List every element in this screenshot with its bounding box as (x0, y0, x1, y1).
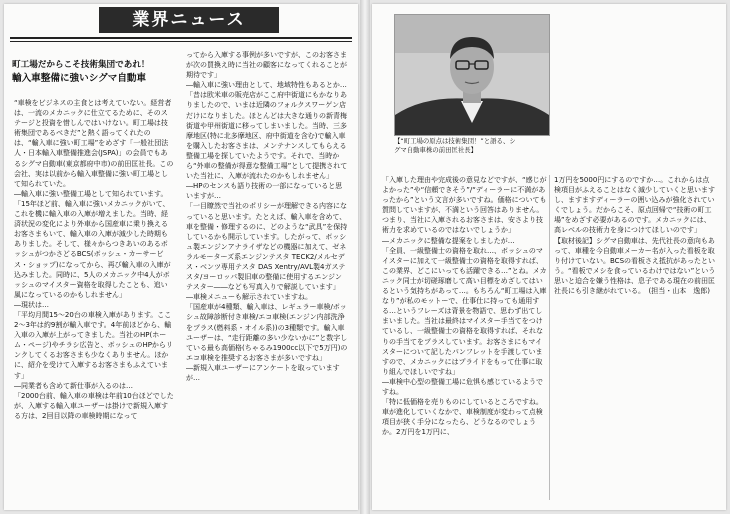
caption-line-1: 【“町工場の原点は技術集団！”と語る、シ (394, 137, 516, 145)
header-rule (10, 37, 352, 39)
article-column-1: “車検をビジネスの主食とは考えていない。経営者は、一流のメカニックに仕立てるために、そのステージと投資を惜しんではいけない。町工場は技術集団であるべきだ”と熱く語ってくれたのは、“輸入車に強い町工場”をめざす「一般社団法人・日本輸入車整備推進会(JSPA)」の会員でもあるシグマ自動車(東京都府中市)の前田匡社長。この会社、実は以前から輸入車整備に強い町工場として知られていた。 ―輸入車に強い整備工場として知られています。 「15年ほど前、輸入車に強いメカニックがいて、これを機に輸入車の入庫が増えました。当時、経済状況の変化により外車から国産車に乗り換えるお客さまもいて、輸入車の入庫が減少した時期もありました。そして、様々からつきあいのあるボッシュがつかさどるBCS(ボッシュ・カーサービス・ショップ)になってから、再び輸入車の入庫が込みました。同時に、5人のメカニック中4人がボッシュのマイスター資格を取得したことも、追い風になっているのかもしれません」 ―現状は… 「平均月間15〜20台の車検入庫があります。ここ2〜3年は約9割が輸入車です。4年前ほどから、輸入車の入庫が上がってきました。当社のHP(ホーム・ページ)やチラシ広告と、ボッシュのHPからリンクしてくるお客さまも少なくありません。ほかに、紹介を受けて入庫するお客さまもふえています」 ―同業者も含めて新仕事が入るのは… 「2000台前、輸入車の車検は年前10台ほどでしたが、入庫する輸入車ユーザーは掛けで新規入庫する方は、2回目以降の車検時期になって (14, 99, 174, 420)
article-column-4: 1万円を5000円にするのですか…。これからは点検項目がふえることはなく減少していくと思いますし、ますますディーラーの囲い込みが強化されていくでしょう。だからこそ、原点回帰で“技術の町工場”をめざす必要があるのです。メカニックには、高レベルの技術力を身につけてほしいのです」 【取材後記】シグマ自動車は、先代社長の意向もあって、車種を今自動車メーカー名が入った看板を取り付けていない。BCSの看板さえ抵抗があったという。“看板でメシを食っているわけではない”という思いと迫合を嫌う性格は、息子である現在の前田匡社長にも引き継がれている。 (担当・山本 逸郎) (554, 176, 716, 296)
caption-line-2: グマ自動車株の前田匡社長】 (394, 146, 478, 154)
article-headline (12, 59, 177, 85)
right-page (372, 4, 726, 510)
portrait-illustration (395, 15, 549, 135)
article-column-3: 「入庫した理由や完成後の意見などですが、“感じがよかった”や“信頼できそう”/“ディーラーに不満があったから”という文言が多いですね。価格についても質問していますが、不満という回答はありません。つまり、当社に入庫されるお客さまは、安さより技術力を求めているのではないでしょうか」 ―メカニックに整備な提案をしましたが… 「全員、一級整備士の資格を取れ…、ボッシュのマイスターに加えて一級整備士の資格を取得すれば、この業界、どこにいっても活躍できる…”とね。メカニック同士が切磋琢磨して高い目標をめざしてはいるという気持ちがあって…。もちろん“町工場は入庫なり”が私のモットーで、仕事仕に持っても通用する…というフレーズは背景を物語で、思わず出てしまいました。当社は最終はマイスター手当てをつけているし、一級整備士の資格を取得すれば、それなりの手当てをプラスしています。お客さまにもマイスターについて記したパンフレットを手渡していますので、メカニックにはプライドをもって仕事に取り組んでほしいですね」 ―車検中心型の整備工場に危惧も感じているようですね。 「特に低価格を売りものにしているところですね。車が進化していくなかで、車検制度が変わって点検項目が狭く手分になったら、どうなるのでしょうか。2万円を1万円に、 (382, 176, 547, 437)
column-divider (549, 175, 550, 500)
headline-line-2: 輸入車整備に強いシグマ自動車 (12, 73, 147, 84)
article-column-2: ってから入庫する事例が多いですが、このお客さまが次の買換え時に当社の顧客になってくれることが期待です」 ―輸入車に強い理由として、地域特性もあるとか… 「昔は欧米車の販売店がここ府中街道にもかなりありましたので、いまは近隣のフォルクスワーゲン店だけになりました。ほとんどは大きな通りの新青梅街道や甲州街道に移ってしまいました。当時、三多摩地区(特に北多摩地区、府中街道を含む)で輸入車を購入したお客さまは、メンテナンスしてもらえる整備工場を探していたようです。それで、当時から“外車の整備が得意な整備工場”として提携されていた当社に、入庫が流れたのかもしれません」 ―HPのセンスも語り技術の一部になっていると思いますが… 「一目瞭然で当社のポリシーが理解できる内容になっていると思います。たとえば、輸入車を含めて、車を整備・修理するのに、どのような“武具”を保持しているかも開示しています。したがって、ボッシュ製エンジンアナライザなどの機器に加えて、ゼネラルモーターズ系エンジンテスタ TECK2/メルセデス・ベンツ専用テスタ DAS Xentry/AVL製4ガステスタ/ヨーロッパ製旧車の整備に使用するエンジンテスター――なども写真入りで解説しています」 ―車検メニューも解示されていますね。 「国産車が4種類、輸入車は、レギュラー車検/ボッシュ故障診断付き車検/エコ車検(エンジン内部洗浄をプラス(燃料系・オイル系))の3種類です。輸入車ユーザーは、“走行距離の多い少ないかに”と数字している最も高価格(ちゃるみ1900cc以下で5万円)のエコ車検を推奨するお客さまが多いですね」 ―新規入車ユーザーにアンケートを取っていますが… (186, 51, 348, 382)
photo-caption (394, 137, 594, 155)
headline-line-1: 町工場だからこそ技術集団であれ！ (12, 60, 150, 70)
book-spine (360, 0, 370, 514)
president-portrait-photo (394, 14, 550, 136)
header-rule-thin (10, 41, 352, 42)
section-title-banner: 業界ニュース (99, 7, 279, 33)
left-page (4, 4, 358, 510)
